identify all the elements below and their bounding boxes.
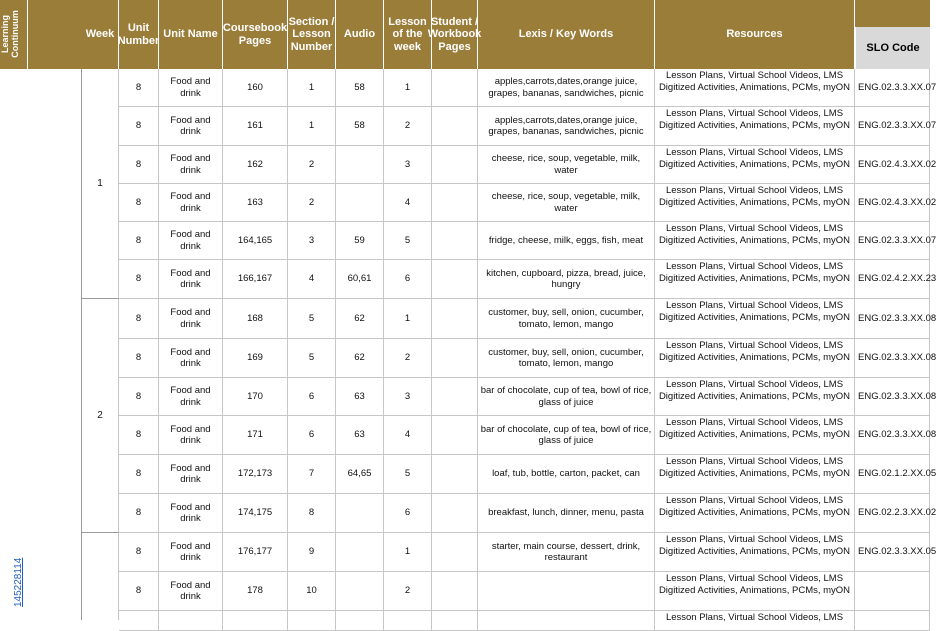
- cell-section: 6: [288, 378, 336, 415]
- cell-resources: Lesson Plans, Virtual School Videos, LMS Digitized Activities, Animations, PCMs, myON: [655, 260, 855, 298]
- cell-audio: [336, 184, 384, 221]
- cell-unit-name: Food and drink: [159, 260, 223, 298]
- header-unit-name: Unit Name: [159, 0, 223, 69]
- week-label: 2: [97, 410, 103, 421]
- cell-resources: Lesson Plans, Virtual School Videos, LMS Digitized Activities, Animations, PCMs, myON: [655, 416, 855, 454]
- cell-audio: [336, 572, 384, 610]
- cell-lexis: customer, buy, sell, onion, cucumber, tomato, lemon, mango: [478, 339, 655, 377]
- cell-coursebook-pages: 162: [223, 146, 288, 183]
- cell-lesson: 3: [384, 146, 432, 183]
- cell-resources: Lesson Plans, Virtual School Videos, LMS Digitized Activities, Animations, PCMs, myON: [655, 69, 855, 106]
- cell-section: 8: [288, 494, 336, 532]
- cell-unit-number: [119, 611, 159, 630]
- cell-audio: 62: [336, 299, 384, 338]
- header-lexis: Lexis / Key Words: [478, 0, 655, 69]
- cell-section: 9: [288, 533, 336, 571]
- cell-lesson: 4: [384, 184, 432, 221]
- cell-unit-name: Food and drink: [159, 222, 223, 259]
- cell-workbook: [432, 455, 478, 493]
- cell-slo-code: ENG.02.3.3.XX.08: [855, 378, 930, 415]
- cell-unit-number: 8: [119, 260, 159, 298]
- cell-coursebook-pages: 161: [223, 107, 288, 145]
- cell-audio: [336, 494, 384, 532]
- header-resources: Resources: [655, 0, 855, 69]
- cell-lexis: starter, main course, dessert, drink, restaurant: [478, 533, 655, 571]
- cell-workbook: [432, 222, 478, 259]
- cell-audio: 58: [336, 107, 384, 145]
- cell-unit-number: 8: [119, 146, 159, 183]
- cell-section: 3: [288, 222, 336, 259]
- cell-section: 4: [288, 260, 336, 298]
- cell-workbook: [432, 611, 478, 630]
- cell-coursebook-pages: 160: [223, 69, 288, 106]
- cell-unit-name: Food and drink: [159, 494, 223, 532]
- table-row: [119, 378, 936, 416]
- cell-coursebook-pages: 178: [223, 572, 288, 610]
- cell-lexis: apples,carrots,dates,orange juice, grapes, bananas, sandwiches, picnic: [478, 69, 655, 106]
- header-coursebook-pages: Coursebook Pages: [223, 0, 288, 69]
- cell-section: 5: [288, 339, 336, 377]
- table-row: [119, 107, 936, 146]
- cell-resources: Lesson Plans, Virtual School Videos, LMS Digitized Activities, Animations, PCMs, myON: [655, 378, 855, 415]
- cell-lexis: cheese, rice, soup, vegetable, milk, water: [478, 184, 655, 221]
- cell-coursebook-pages: 164,165: [223, 222, 288, 259]
- week-cell-3: [82, 533, 119, 620]
- cell-lesson: 5: [384, 455, 432, 493]
- header-student-workbook: Student / Workbook Pages: [432, 0, 478, 69]
- cell-section: 5: [288, 299, 336, 338]
- cell-workbook: [432, 416, 478, 454]
- cell-section: 2: [288, 184, 336, 221]
- cell-unit-number: 8: [119, 107, 159, 145]
- cell-lesson: 2: [384, 572, 432, 610]
- cell-resources: Lesson Plans, Virtual School Videos, LMS Digitized Activities, Animations, PCMs, myON: [655, 572, 855, 610]
- header-unit-number: Unit Number: [119, 0, 159, 69]
- cell-slo-code: ENG.02.4.3.XX.02: [855, 146, 930, 183]
- cell-coursebook-pages: 168: [223, 299, 288, 338]
- cell-section: 1: [288, 69, 336, 106]
- learning-continuum-column: [0, 69, 82, 620]
- cell-unit-number: 8: [119, 494, 159, 532]
- cell-lexis: loaf, tub, bottle, carton, packet, can: [478, 455, 655, 493]
- cell-section: 6: [288, 416, 336, 454]
- cell-lexis: breakfast, lunch, dinner, menu, pasta: [478, 494, 655, 532]
- cell-section: 10: [288, 572, 336, 610]
- cell-slo-code: ENG.02.1.2.XX.05: [855, 455, 930, 493]
- cell-unit-name: Food and drink: [159, 184, 223, 221]
- cell-slo-code: ENG.02.4.2.XX.23: [855, 260, 930, 298]
- cell-resources: Lesson Plans, Virtual School Videos, LMS Digitized Activities, Animations, PCMs, myON: [655, 339, 855, 377]
- cell-workbook: [432, 260, 478, 298]
- cell-coursebook-pages: 172,173: [223, 455, 288, 493]
- cell-slo-code: ENG.02.3.3.XX.08: [855, 416, 930, 454]
- table-row: [119, 494, 936, 533]
- cell-resources: Lesson Plans, Virtual School Videos, LMS: [655, 611, 855, 630]
- cell-unit-name: Food and drink: [159, 533, 223, 571]
- cell-unit-number: 8: [119, 339, 159, 377]
- cell-audio: [336, 611, 384, 630]
- table-row: [119, 455, 936, 494]
- cell-slo-code: ENG.02.3.3.XX.08: [855, 299, 930, 338]
- cell-audio: [336, 146, 384, 183]
- cell-section: 2: [288, 146, 336, 183]
- cell-unit-name: [159, 611, 223, 630]
- cell-workbook: [432, 299, 478, 338]
- cell-workbook: [432, 69, 478, 106]
- header-learning-continuum: [0, 0, 28, 69]
- cell-unit-number: 8: [119, 378, 159, 415]
- cell-section: 1: [288, 107, 336, 145]
- cell-resources: Lesson Plans, Virtual School Videos, LMS Digitized Activities, Animations, PCMs, myON: [655, 222, 855, 259]
- cell-workbook: [432, 339, 478, 377]
- header-section-lesson: Section / Lesson Number: [288, 0, 336, 69]
- table-row: [119, 260, 936, 299]
- cell-lesson: 2: [384, 107, 432, 145]
- cell-coursebook-pages: 176,177: [223, 533, 288, 571]
- cell-audio: 62: [336, 339, 384, 377]
- cell-lexis: [478, 611, 655, 630]
- cell-slo-code: ENG.02.3.3.XX.07: [855, 69, 930, 106]
- table-row: [119, 222, 936, 260]
- cell-coursebook-pages: 170: [223, 378, 288, 415]
- header-lesson-of-week: Lesson of the week: [384, 0, 432, 69]
- cell-resources: Lesson Plans, Virtual School Videos, LMS Digitized Activities, Animations, PCMs, myON: [655, 299, 855, 338]
- cell-lesson: 6: [384, 494, 432, 532]
- cell-lexis: bar of chocolate, cup of tea, bowl of rice, glass of juice: [478, 416, 655, 454]
- week-cell-1: [82, 69, 119, 299]
- cell-lesson: 2: [384, 339, 432, 377]
- table-row: [119, 146, 936, 184]
- cell-unit-number: 8: [119, 69, 159, 106]
- cell-unit-number: 8: [119, 455, 159, 493]
- cell-workbook: [432, 494, 478, 532]
- cell-slo-code: [855, 572, 930, 610]
- cell-lexis: fridge, cheese, milk, eggs, fish, meat: [478, 222, 655, 259]
- cell-slo-code: ENG.02.3.3.XX.08: [855, 339, 930, 377]
- cell-coursebook-pages: 171: [223, 416, 288, 454]
- table-row: [119, 611, 930, 631]
- table-row: [119, 533, 936, 572]
- table-row: [119, 416, 936, 455]
- cell-unit-name: Food and drink: [159, 455, 223, 493]
- cell-audio: 60,61: [336, 260, 384, 298]
- cell-lexis: [478, 572, 655, 610]
- week-cell-2: [82, 299, 119, 533]
- cell-workbook: [432, 533, 478, 571]
- cell-unit-number: 8: [119, 572, 159, 610]
- cell-workbook: [432, 107, 478, 145]
- cell-coursebook-pages: 166,167: [223, 260, 288, 298]
- table-row: [119, 184, 936, 222]
- cell-unit-name: Food and drink: [159, 107, 223, 145]
- cell-coursebook-pages: 163: [223, 184, 288, 221]
- cell-unit-number: 8: [119, 416, 159, 454]
- cell-lexis: customer, buy, sell, onion, cucumber, tomato, lemon, mango: [478, 299, 655, 338]
- cell-slo-code: ENG.02.3.3.XX.05: [855, 533, 930, 571]
- cell-lexis: kitchen, cupboard, pizza, bread, juice, hungry: [478, 260, 655, 298]
- cell-resources: Lesson Plans, Virtual School Videos, LMS Digitized Activities, Animations, PCMs, myON: [655, 455, 855, 493]
- week-label: 1: [97, 178, 103, 189]
- cell-lesson: [384, 611, 432, 630]
- table-row: [119, 339, 936, 378]
- cell-unit-name: Food and drink: [159, 416, 223, 454]
- cell-slo-code: ENG.02.3.3.XX.07: [855, 107, 930, 145]
- cell-lesson: 4: [384, 416, 432, 454]
- cell-workbook: [432, 378, 478, 415]
- cell-resources: Lesson Plans, Virtual School Videos, LMS Digitized Activities, Animations, PCMs, myON: [655, 146, 855, 183]
- cell-coursebook-pages: [223, 611, 288, 630]
- cell-lexis: apples,carrots,dates,orange juice, grapes, bananas, sandwiches, picnic: [478, 107, 655, 145]
- cell-unit-number: 8: [119, 299, 159, 338]
- cell-unit-name: Food and drink: [159, 146, 223, 183]
- cell-coursebook-pages: 169: [223, 339, 288, 377]
- cell-slo-code: ENG.02.2.3.XX.02: [855, 494, 930, 532]
- cell-coursebook-pages: 174,175: [223, 494, 288, 532]
- cell-unit-name: Food and drink: [159, 69, 223, 106]
- cell-lesson: 3: [384, 378, 432, 415]
- cell-slo-code: ENG.02.3.3.XX.07: [855, 222, 930, 259]
- cell-workbook: [432, 146, 478, 183]
- table-row: [119, 572, 930, 611]
- table-row: [119, 69, 936, 107]
- header-slo-code: SLO Code: [855, 27, 930, 69]
- cell-audio: [336, 533, 384, 571]
- cell-unit-number: 8: [119, 533, 159, 571]
- cell-audio: 58: [336, 69, 384, 106]
- cell-slo-code: ENG.02.4.3.XX.02: [855, 184, 930, 221]
- table-header: [0, 0, 930, 69]
- cell-section: 7: [288, 455, 336, 493]
- cell-unit-name: Food and drink: [159, 378, 223, 415]
- cell-lesson: 1: [384, 69, 432, 106]
- cell-unit-name: Food and drink: [159, 572, 223, 610]
- cell-lesson: 6: [384, 260, 432, 298]
- cell-lesson: 5: [384, 222, 432, 259]
- cell-workbook: [432, 184, 478, 221]
- cell-resources: Lesson Plans, Virtual School Videos, LMS Digitized Activities, Animations, PCMs, myON: [655, 184, 855, 221]
- cell-audio: 63: [336, 416, 384, 454]
- cell-lexis: cheese, rice, soup, vegetable, milk, water: [478, 146, 655, 183]
- cell-workbook: [432, 572, 478, 610]
- cell-audio: 59: [336, 222, 384, 259]
- cell-unit-number: 8: [119, 222, 159, 259]
- cell-lesson: 1: [384, 533, 432, 571]
- header-audio: Audio: [336, 0, 384, 69]
- cell-audio: 64,65: [336, 455, 384, 493]
- cell-unit-name: Food and drink: [159, 339, 223, 377]
- cell-lesson: 1: [384, 299, 432, 338]
- cell-resources: Lesson Plans, Virtual School Videos, LMS Digitized Activities, Animations, PCMs, myON: [655, 107, 855, 145]
- header-week: Week: [82, 0, 119, 69]
- header-learning-continuum-label: Learning Continuum: [0, 10, 20, 58]
- cell-audio: 63: [336, 378, 384, 415]
- side-link[interactable]: 145228114: [13, 557, 24, 607]
- cell-resources: Lesson Plans, Virtual School Videos, LMS Digitized Activities, Animations, PCMs, myON: [655, 533, 855, 571]
- cell-unit-number: 8: [119, 184, 159, 221]
- cell-lexis: bar of chocolate, cup of tea, bowl of rice, glass of juice: [478, 378, 655, 415]
- cell-unit-name: Food and drink: [159, 299, 223, 338]
- cell-slo-code: [855, 611, 930, 630]
- cell-resources: Lesson Plans, Virtual School Videos, LMS Digitized Activities, Animations, PCMs, myON: [655, 494, 855, 532]
- cell-section: [288, 611, 336, 630]
- table-row: [119, 299, 936, 339]
